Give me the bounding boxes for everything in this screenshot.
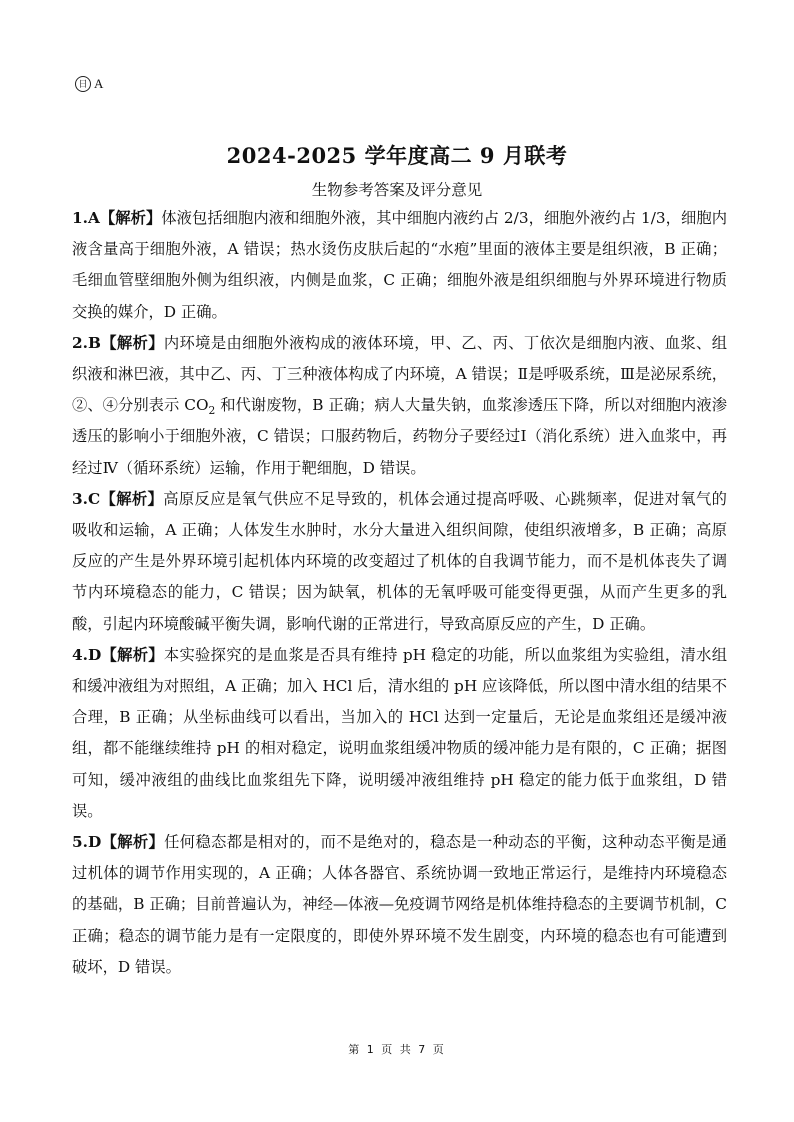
header-letter: A	[94, 76, 104, 91]
page-footer: 第 1 页 共 7 页	[348, 1043, 446, 1056]
answer-label: 3.C【解析】	[72, 489, 164, 508]
answer-text: 高原反应是氧气供应不足导致的，机体会通过提高呼吸、心跳频率，促进对氧气的吸收和运输，A 正确；人体发生水肿时，水分大量进入组织间隙，使组织液增多，B 正确；高原反应的产生是外界环境引起机体内环境的改变超过了机体的自我调节能力，而不是机体丧失了调节内环境稳态的能力，C 错误；因为缺氧，机体的无氧呼吸可能变得更强，从而产生更多的乳酸，引起内环境酸碱平衡失调，影响代谢的正常进行，导致高原反应的产生，D 正确。	[72, 489, 727, 633]
seal-icon: 日	[75, 76, 91, 92]
answer-text: 内环境是由细胞外液构成的液体环境，甲、乙、丙、丁依次是细胞内液、血浆、组织液和淋巴液，其中乙、丙、丁三种液体构成了内环境，A 错误；Ⅱ是呼吸系统，Ⅲ是泌尿系统，②、④分别表示 CO	[72, 333, 727, 415]
page-subtitle: 生物参考答案及评分意见	[311, 181, 483, 199]
answer-label: 1.A【解析】	[72, 209, 162, 227]
answer-1	[72, 203, 727, 328]
answer-text: 本实验探究的是血浆是否具有维持 pH 稳定的功能，所以血浆组为实验组，清水组和缓冲液组为对照组，A 正确；加入 HCl 后，清水组的 pH 应该降低，所以图中清水组的结果不合理，B 正确；从坐标曲线可以看出，当加入的 HCl 达到一定量后，无论是血浆组还是缓冲液组，都不能继续维持 pH 的相对稳定，说明血浆组缓冲物质的缓冲能力是有限的，C 正确；据图可知，缓冲液组的曲线比血浆组先下降，说明缓冲液组维持 pH 稳定的能力低于血浆组，D 错误。	[72, 645, 727, 820]
answer-5	[72, 827, 727, 983]
answer-content	[72, 203, 727, 983]
page-title: 2024-2025 学年度高二 9 月联考	[226, 143, 568, 168]
answer-label: 2.B【解析】	[72, 333, 164, 352]
answer-label: 5.D【解析】	[72, 833, 165, 852]
answer-3	[72, 484, 727, 640]
answer-4	[72, 640, 727, 827]
header-mark	[75, 76, 103, 92]
answer-label: 4.D【解析】	[72, 645, 164, 664]
answer-text: 任何稳态都是相对的，而不是绝对的，稳态是一种动态的平衡，这种动态平衡是通过机体的调节作用实现的，A 正确；人体各器官、系统协调一致地正常运行，是维持内环境稳态的基础，B 正确；目前普遍认为，神经—体液—免疫调节网络是机体维持稳态的主要调节机制，C 正确；稳态的调节能力是有一定限度的，即使外界环境不发生剧变，内环境的稳态也有可能遭到破坏，D 错误。	[72, 833, 727, 976]
answer-text: 体液包括细胞内液和细胞外液，其中细胞内液约占 2/3，细胞外液约占 1/3，细胞内液含量高于细胞外液，A 错误；热水烫伤皮肤后起的“水疱”里面的液体主要是组织液，B 正确；毛细血管壁细胞外侧为组织液，内侧是血浆，C 正确；细胞外液是组织细胞与外界环境进行物质交换的媒介，D 正确。	[72, 209, 727, 321]
subscript: 2	[208, 404, 216, 418]
answer-text: 和代谢废物，B 正确；病人大量失钠，血浆渗透压下降，所以对细胞内液渗透压的影响小于细胞外液，C 错误；口服药物后，药物分子要经过Ⅰ（消化系统）进入血浆中，再经过Ⅳ（循环系统）运输，作用于靶细胞，D 错误。	[72, 396, 728, 477]
answer-2	[72, 328, 727, 484]
